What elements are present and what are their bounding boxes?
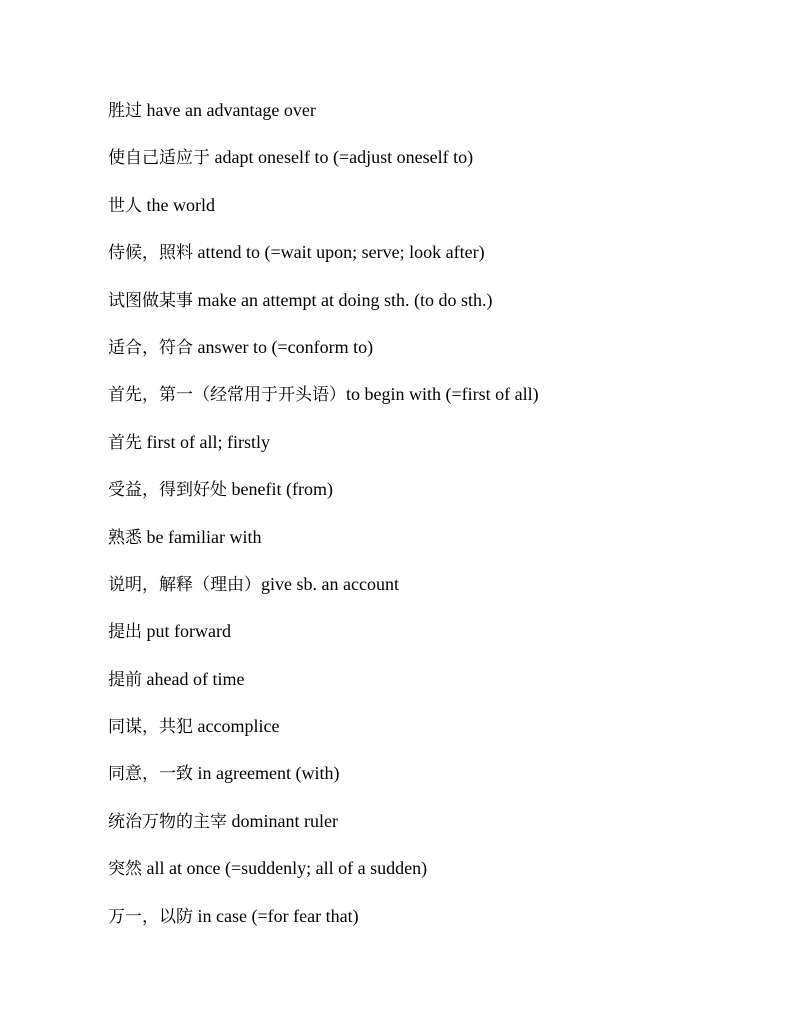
entry-chinese: 提前 (108, 669, 142, 690)
list-item (108, 665, 768, 712)
entry-english: adapt oneself to (=adjust oneself to) (210, 147, 474, 168)
entry-english: attend to (=wait upon; serve; look after) (193, 242, 485, 263)
entry-chinese: 使自己适应于 (108, 148, 210, 169)
entry-chinese: 试图做某事 (108, 290, 193, 311)
list-item (108, 807, 768, 854)
entry-english: ahead of time (142, 668, 245, 689)
entry-chinese: 熟悉 (108, 527, 142, 548)
list-item (108, 570, 768, 617)
entry-chinese: 首先，第一（经常用于开头语） (108, 385, 346, 406)
entry-english: dominant ruler (227, 810, 338, 831)
entry-english: have an advantage over (142, 100, 316, 120)
entry-english: give sb. an account (261, 573, 399, 594)
list-item (108, 333, 768, 380)
list-item (108, 712, 768, 759)
entry-chinese: 受益，得到好处 (108, 480, 227, 501)
list-item (108, 902, 768, 949)
list-item (108, 380, 768, 427)
entry-chinese: 提出 (108, 622, 142, 643)
entry-english: to begin with (=first of all) (346, 384, 539, 405)
entry-chinese: 说明，解释（理由） (108, 574, 261, 595)
entry-english: in case (=for fear that) (193, 905, 359, 926)
entry-chinese: 统治万物的主宰 (108, 811, 227, 832)
list-item (108, 428, 768, 475)
entry-english: make an attempt at doing sth. (to do sth.) (193, 289, 493, 310)
entry-english: benefit (from) (227, 479, 333, 500)
entry-chinese: 适合，符合 (108, 337, 193, 358)
entry-chinese: 同意，一致 (108, 764, 193, 785)
entry-chinese: 同谋，共犯 (108, 717, 193, 738)
list-item (108, 475, 768, 522)
entry-chinese: 万一，以防 (108, 906, 193, 927)
list-item (108, 286, 768, 333)
list-item (108, 96, 768, 143)
entry-english: answer to (=conform to) (193, 336, 374, 357)
entry-chinese: 侍候，照料 (108, 243, 193, 264)
list-item (108, 191, 768, 238)
entry-chinese: 首先 (108, 432, 142, 453)
entry-english: be familiar with (142, 526, 262, 547)
entry-english: accomplice (193, 716, 280, 737)
entry-english: all at once (=suddenly; all of a sudden) (142, 858, 428, 879)
entry-english: put forward (142, 621, 231, 642)
list-item (108, 143, 768, 190)
list-item (108, 854, 768, 901)
list-item (108, 523, 768, 570)
entry-chinese: 世人 (108, 195, 142, 216)
entry-chinese: 突然 (108, 859, 142, 880)
list-item (108, 617, 768, 664)
list-item (108, 238, 768, 285)
entry-english: first of all; firstly (142, 431, 270, 452)
entry-english: the world (142, 194, 215, 215)
list-item (108, 759, 768, 806)
phrase-list (108, 96, 768, 949)
entry-chinese: 胜过 (108, 101, 142, 121)
entry-english: in agreement (with) (193, 763, 340, 784)
